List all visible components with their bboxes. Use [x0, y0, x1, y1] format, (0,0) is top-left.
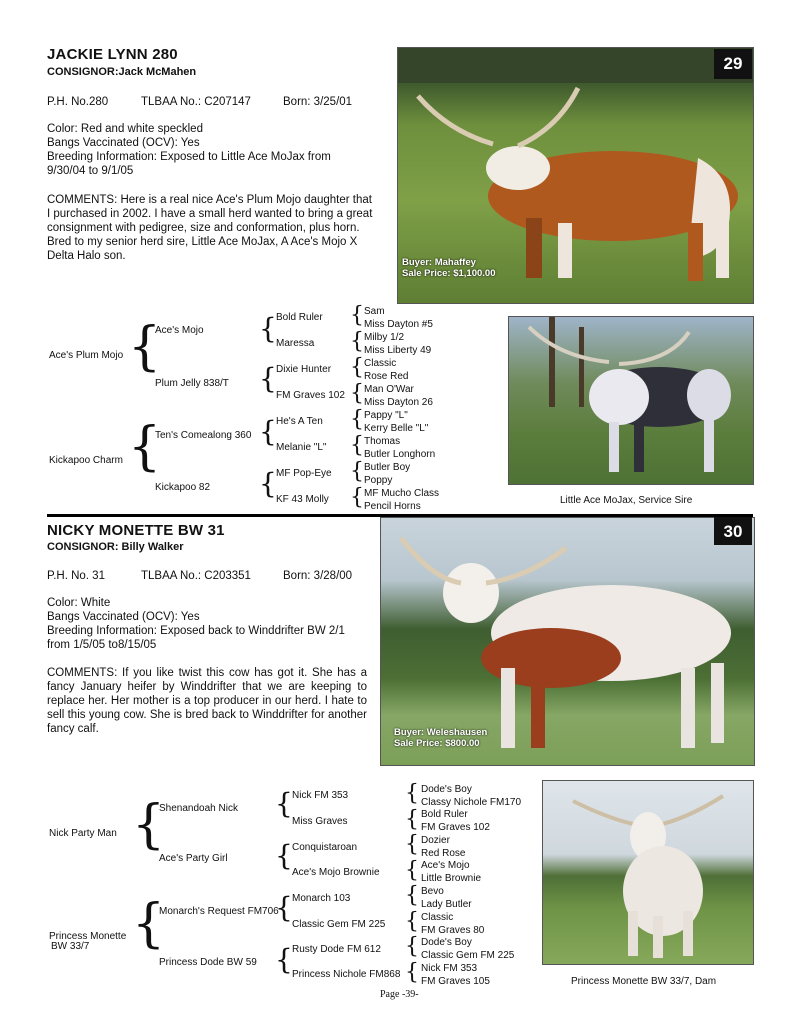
lot2-brace-g3: {: [405, 909, 419, 934]
lot2-brace-dam: {: [132, 894, 166, 954]
lot1-ped-g4: Miss Dayton 26: [364, 397, 433, 408]
lot2-ped-g4: Bold Ruler: [421, 809, 468, 820]
lot2-ped-g4: FM Graves 80: [421, 925, 485, 936]
lot2-dam-caption: Princess Monette BW 33/7, Dam: [571, 976, 717, 987]
lot1-ped-g3: Melanie "L": [276, 442, 327, 453]
lot1-brace-g3: {: [350, 407, 364, 432]
lot1-ped-g4: Pappy "L": [364, 410, 408, 421]
lot1-ped-g4: Miss Liberty 49: [364, 345, 432, 356]
lot2-ped-g4: FM Graves 105: [421, 976, 490, 987]
lot1-brace-g3: {: [350, 355, 364, 380]
lot1-ped-g4: Sam: [364, 306, 385, 317]
lot2-lot-number-badge: 30: [714, 517, 752, 545]
lot2-ped-g4: Classy Nichole FM170: [421, 797, 522, 808]
lot2-ped-g3: Ace's Mojo Brownie: [292, 867, 380, 878]
lot2-buyer: Buyer: Weleshausen: [394, 727, 488, 738]
lot2-title: NICKY MONETTE BW 31: [47, 522, 225, 539]
lot1-bangs: Bangs Vaccinated (OCV): Yes: [47, 137, 200, 149]
lot1-brace-g2: {: [259, 467, 277, 500]
lot2-sale-price: Sale Price: $800.00: [394, 738, 480, 749]
lot1-brace-g3: {: [350, 303, 364, 328]
lot2-ped-g3: Classic Gem FM 225: [292, 919, 386, 930]
lot1-brace-g2: {: [259, 415, 277, 448]
lot1-color: Color: Red and white speckled: [47, 123, 203, 135]
lot1-brace-g2: {: [259, 362, 277, 395]
lot1-ped-g3: Dixie Hunter: [276, 364, 332, 375]
lot1-ped-g3: Maressa: [276, 338, 315, 349]
lot2-ped-g2: Ace's Party Girl: [159, 853, 228, 864]
lot2-ped-g4: Lady Butler: [421, 899, 472, 910]
lot2-ped-g4: Dode's Boy: [421, 784, 472, 795]
lot1-ped-g4: Rose Red: [364, 371, 409, 382]
lot2-comments: COMMENTS: If you like twist this cow has got it. She has a fancy January heifer by Winddrifter that we are keeping to replace her. Her mother is a top producer in our herd. I hate to sell this young cow. She is bred back to Winddrifter for another fancy calf.: [47, 667, 367, 735]
lot2-ped-g4: FM Graves 102: [421, 822, 490, 833]
lot2-brace-g3: {: [405, 883, 419, 908]
lot1-brace-g3: {: [350, 329, 364, 354]
lot1-ped-g4: Thomas: [364, 436, 401, 447]
lot1-ped-g2: Plum Jelly 838/T: [155, 378, 229, 389]
lot2-ped-g4: Bevo: [421, 886, 444, 897]
lot2-ped-g2: Monarch's Request FM706: [159, 906, 279, 917]
lot1-sale-price: Sale Price: $1,100.00: [402, 268, 496, 279]
lot1-ped-g3: Bold Ruler: [276, 312, 323, 323]
lot1-brace-g3: {: [350, 381, 364, 406]
lot1-sire-caption: Little Ace MoJax, Service Sire: [560, 495, 693, 506]
lot1-ph-number: P.H. No.280: [47, 96, 109, 108]
lot2-ped-g4: Classic: [421, 912, 454, 923]
lot1-ped-g4: Man O'War: [364, 384, 414, 395]
lot1-tlbaa-number: TLBAA No.: C207147: [141, 96, 251, 108]
lot1-brace-g2: {: [259, 312, 277, 345]
lot2-brace-g3: {: [405, 858, 419, 883]
lot1-ped-g3: KF 43 Molly: [276, 494, 329, 505]
lot2-ped-g4: Dode's Boy: [421, 937, 472, 948]
lot1-born: Born: 3/25/01: [283, 96, 353, 108]
lot2-dam-illustration: [543, 781, 753, 964]
lot2-ped-g2: Princess Dode BW 59: [159, 957, 257, 968]
page-number: Page -39-: [380, 989, 419, 1000]
lot1-brace-sire: {: [128, 317, 162, 377]
lot1-ped-g3: MF Pop-Eye: [276, 468, 332, 479]
lot2-ped-g3: Miss Graves: [292, 816, 348, 827]
lot2-brace-g2: {: [275, 839, 293, 872]
lot2-ped-g4: Classic Gem FM 225: [421, 950, 515, 961]
lot2-bangs: Bangs Vaccinated (OCV): Yes: [47, 611, 200, 623]
lot2-ped-g3: Rusty Dode FM 612: [292, 944, 381, 955]
lot2-tlbaa-number: TLBAA No.: C203351: [141, 570, 251, 582]
lot1-ped-g2: Ten's Comealong 360: [155, 430, 252, 441]
lot2-brace-sire: {: [132, 795, 166, 855]
lot1-ped-g4: Butler Boy: [364, 462, 411, 473]
lot1-brace-g3: {: [350, 485, 364, 510]
lot1-buyer: Buyer: Mahaffey: [402, 257, 476, 268]
lot1-ped-g4: Classic: [364, 358, 397, 369]
lot2-brace-g3: {: [405, 960, 419, 985]
lot1-ped-g4: Miss Dayton #5: [364, 319, 433, 330]
lot2-born: Born: 3/28/00: [283, 570, 353, 582]
lot2-ped-g3: Monarch 103: [292, 893, 351, 904]
lot2-color: Color: White: [47, 597, 111, 609]
lot2-brace-g3: {: [405, 934, 419, 959]
lot2-ph-number: P.H. No. 31: [47, 570, 105, 582]
lot1-ped-g2: Kickapoo 82: [155, 482, 211, 493]
lot2-ped-g4: Ace's Mojo: [421, 860, 470, 871]
lot1-brace-g3: {: [350, 459, 364, 484]
lot2-breeding: Breeding Information: Exposed back to Winddrifter BW 2/1 from 1/5/05 to8/15/05: [47, 625, 345, 651]
lot2-ped-g4: Nick FM 353: [421, 963, 478, 974]
lot1-lot-number-badge: 29: [714, 49, 752, 79]
lot1-ped-g4: Kerry Belle "L": [364, 423, 429, 434]
lot2-ped-g4: Little Brownie: [421, 873, 482, 884]
lot2-ped-g4: Dozier: [421, 835, 450, 846]
lot2-ped-g4: Red Rose: [421, 848, 466, 859]
lot1-sire-illustration: [509, 317, 753, 484]
lot1-ped-dam: Kickapoo Charm: [49, 455, 123, 466]
lot1-brace-dam: {: [128, 417, 162, 477]
lot2-brace-g3: {: [405, 807, 419, 832]
lot1-ped-g4: Pencil Horns: [364, 501, 421, 512]
lot2-brace-g3: {: [405, 781, 419, 806]
lot1-ped-g4: Poppy: [364, 475, 393, 486]
lot1-ped-g4: Milby 1/2: [364, 332, 405, 343]
lot1-sire-photo: [508, 316, 754, 485]
lot1-ped-g2: Ace's Mojo: [155, 325, 204, 336]
lot2-ped-g3: Conquistaroan: [292, 842, 358, 853]
lot2-consignor: CONSIGNOR: Billy Walker: [47, 541, 184, 553]
lot1-breeding: Breeding Information: Exposed to Little Ace MoJax from 9/30/04 to 9/1/05: [47, 151, 331, 177]
lot1-ped-g3: FM Graves 102: [276, 390, 345, 401]
lot2-ped-g3: Princess Nichole FM868: [292, 969, 401, 980]
lot2-ped-sire: Nick Party Man: [49, 828, 117, 839]
lot1-consignor: CONSIGNOR:Jack McMahen: [47, 66, 197, 78]
lot1-ped-sire: Ace's Plum Mojo: [49, 350, 124, 361]
lot2-brace-g2: {: [275, 891, 293, 924]
lot1-brace-g3: {: [350, 433, 364, 458]
lot1-comments: COMMENTS: Here is a real nice Ace's Plum Mojo daughter that I purchased in 2002. I have a small herd wanted to bring a great consignment with pedigree, size and conformation, plus horn. Bred to my senior herd sire, Little Ace MoJax, A Ace's Mojo X Delta Halo son.: [47, 194, 373, 262]
lot2-ped-dam-line1: Princess Monette: [49, 931, 127, 942]
lot1-ped-g4: MF Mucho Class: [364, 488, 440, 499]
lot1-ped-g4: Butler Longhorn: [364, 449, 436, 460]
lot2-brace-g3: {: [405, 832, 419, 857]
lot2-ped-g3: Nick FM 353: [292, 790, 349, 801]
lot2-ped-dam-line2: BW 33/7: [51, 941, 90, 952]
lot2-dam-photo: [542, 780, 754, 965]
lot1-ped-g3: He's A Ten: [276, 416, 323, 427]
lot1-title: JACKIE LYNN 280: [47, 46, 178, 63]
lot2-brace-g2: {: [275, 943, 293, 976]
lot2-brace-g2: {: [275, 787, 293, 820]
lot2-ped-g2: Shenandoah Nick: [159, 803, 238, 814]
